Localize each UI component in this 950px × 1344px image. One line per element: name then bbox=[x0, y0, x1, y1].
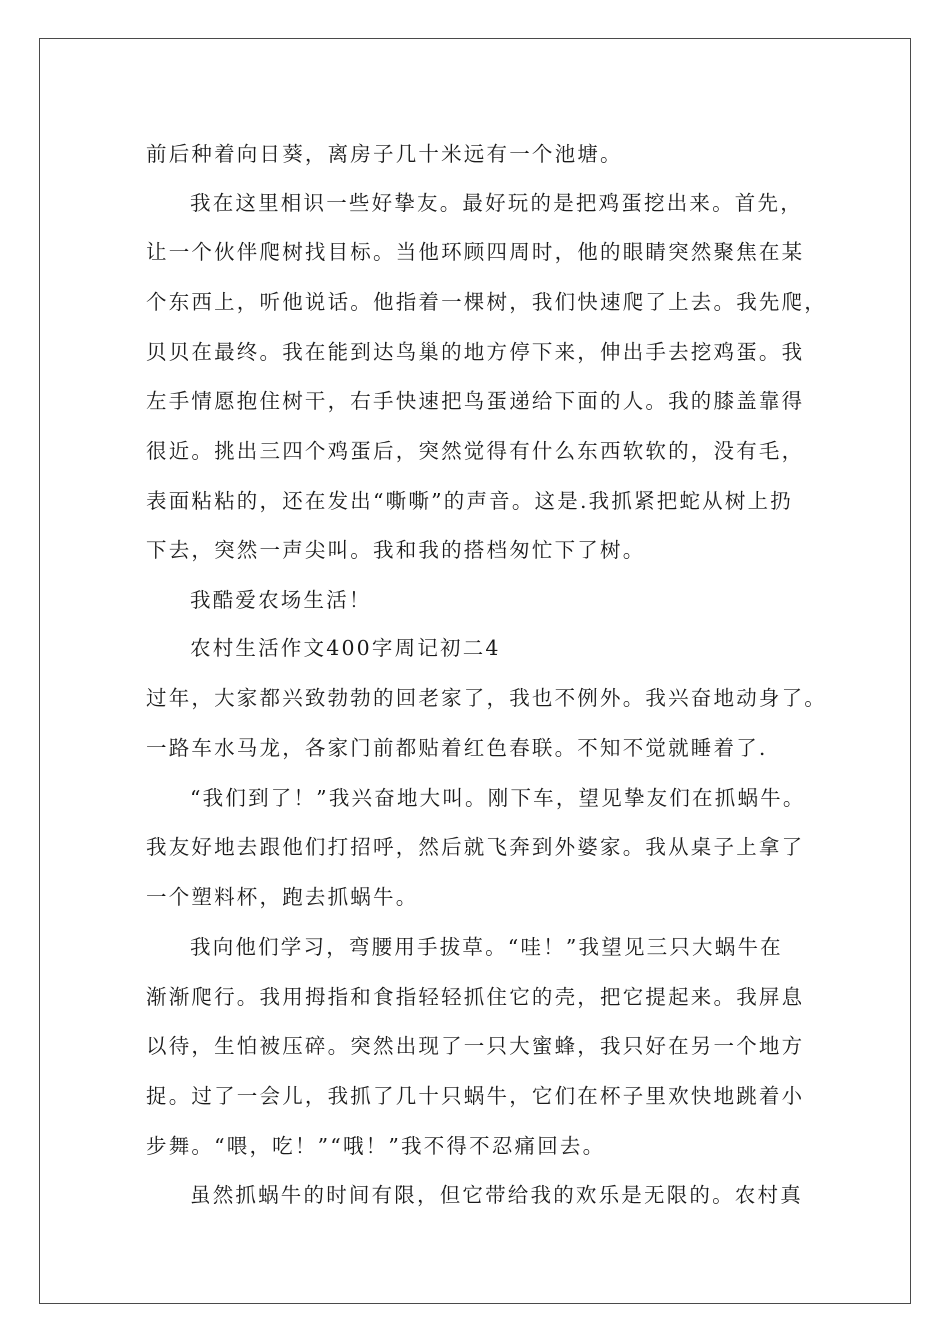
page-border bbox=[39, 38, 911, 1304]
text-line: 以待，生怕被压碎。突然出现了一只大蜜蜂，我只好在另一个地方 bbox=[146, 1034, 805, 1058]
section-heading: 农村生活作文400字周记初二4 bbox=[190, 636, 501, 660]
text-line: 前后种着向日葵，离房子几十米远有一个池塘。 bbox=[146, 142, 623, 166]
text-line: 过年，大家都兴致勃勃的回老家了，我也不例外。我兴奋地动身了。 bbox=[146, 686, 827, 710]
text-line: 下去，突然一声尖叫。我和我的搭档匆忙下了树。 bbox=[146, 538, 646, 562]
text-line: 个东西上，听他说话。他指着一棵树，我们快速爬了上去。我先爬， bbox=[146, 290, 827, 314]
text-line: “我们到了！”我兴奋地大叫。刚下车，望见挚友们在抓蜗牛。 bbox=[190, 786, 806, 810]
text-line: 捉。过了一会儿，我抓了几十只蜗牛，它们在杯子里欢快地跳着小 bbox=[146, 1084, 805, 1108]
text-line: 一路车水马龙，各家门前都贴着红色春联。不知不觉就睡着了. bbox=[146, 736, 768, 760]
text-line: 一个塑料杯，跑去抓蜗牛。 bbox=[146, 885, 419, 909]
text-line: 我向他们学习，弯腰用手拔草。“哇！”我望见三只大蜗牛在 bbox=[190, 935, 783, 959]
text-line: 渐渐爬行。我用拇指和食指轻轻抓住它的壳，把它提起来。我屏息 bbox=[146, 985, 805, 1009]
text-line: 让一个伙伴爬树找目标。当他环顾四周时，他的眼睛突然聚焦在某 bbox=[146, 240, 805, 264]
text-line: 表面粘粘的，还在发出“嘶嘶”的声音。这是.我抓紧把蛇从树上扔 bbox=[146, 489, 793, 513]
text-line: 我友好地去跟他们打招呼，然后就飞奔到外婆家。我从桌子上拿了 bbox=[146, 835, 805, 859]
text-line: 很近。挑出三四个鸡蛋后，突然觉得有什么东西软软的，没有毛， bbox=[146, 439, 805, 463]
text-line: 我在这里相识一些好挚友。最好玩的是把鸡蛋挖出来。首先， bbox=[190, 191, 803, 215]
text-line: 虽然抓蜗牛的时间有限，但它带给我的欢乐是无限的。农村真 bbox=[190, 1183, 803, 1207]
text-line: 我酷爱农场生活！ bbox=[190, 588, 372, 612]
text-line: 左手情愿抱住树干，右手快速把鸟蛋递给下面的人。我的膝盖靠得 bbox=[146, 389, 805, 413]
text-line: 步舞。“喂，吃！”“哦！”我不得不忍痛回去。 bbox=[146, 1134, 606, 1158]
text-line: 贝贝在最终。我在能到达鸟巢的地方停下来，伸出手去挖鸡蛋。我 bbox=[146, 340, 805, 364]
